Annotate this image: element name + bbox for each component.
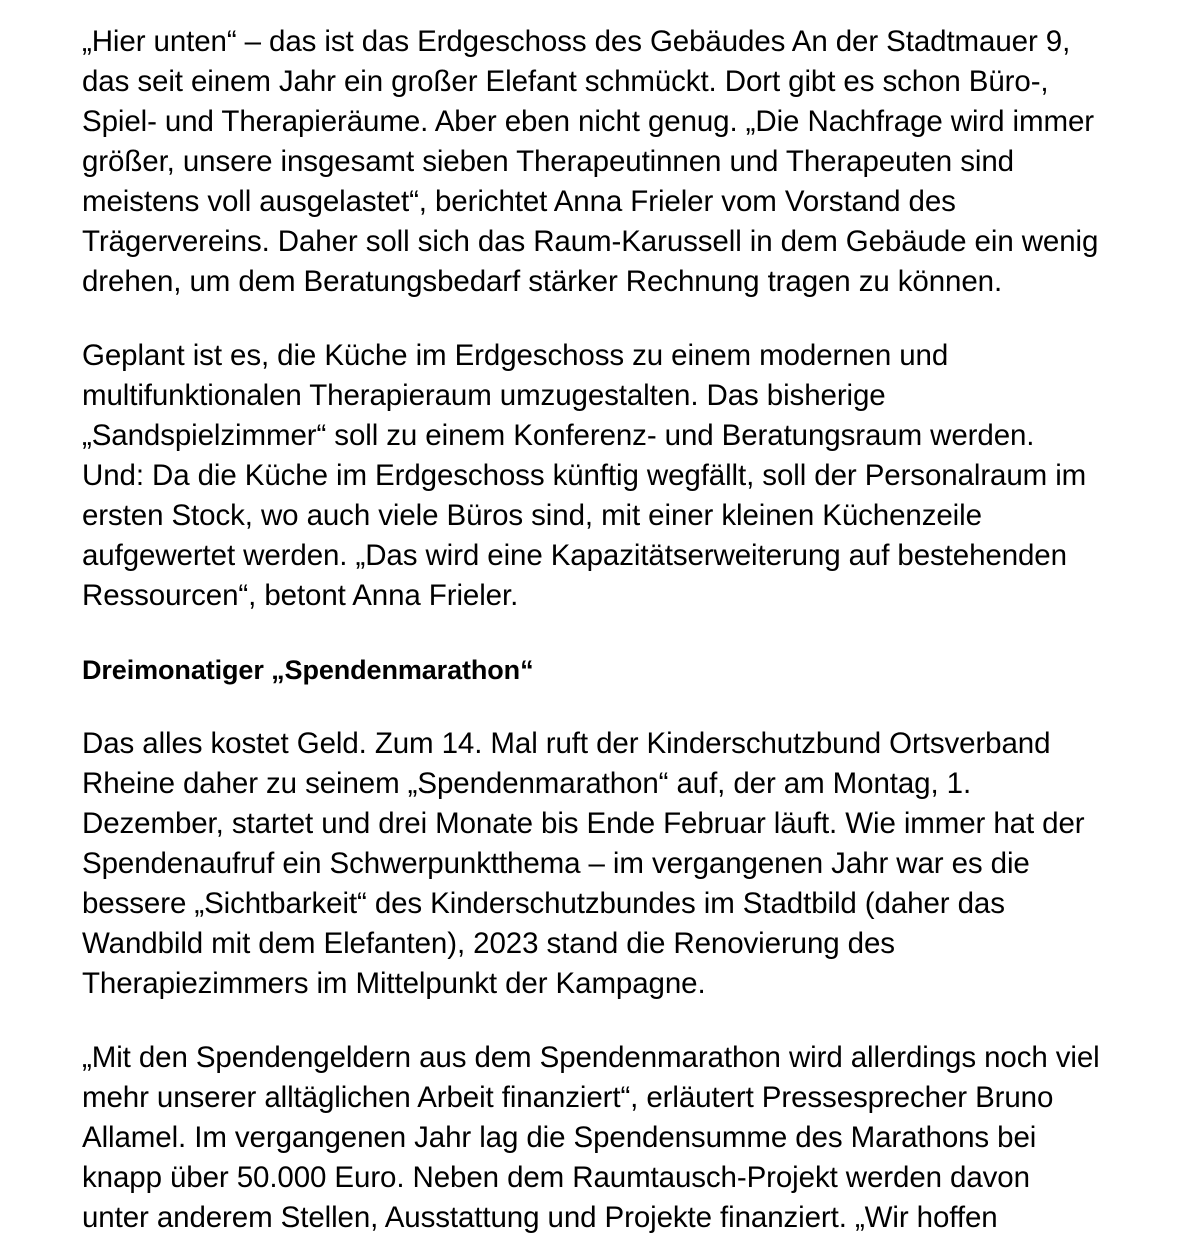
paragraph-1: „Hier unten“ – das ist das Erdgeschoss des Gebäudes An der Stadtmauer 9, das seit einem Jahr ein großer Elefant schmückt. Dort gibt es schon Büro-, Spiel- und Therapieräume. Aber eben nicht genug. „Die Nachfrage wird immer größer, unsere insgesamt sieben Therapeutinnen und Therapeuten sind meistens voll ausgelastet“, berichtet Anna Frieler vom Vorstand des Trägervereins. Daher soll sich das Raum-Karussell in dem Gebäude ein wenig drehen, um dem Beratungsbedarf stärker Rechnung tragen zu können. [82,25,1099,298]
article-body [82,22,1104,1238]
paragraph-4: „Mit den Spendengeldern aus dem Spendenmarathon wird allerdings noch viel mehr unserer alltäglichen Arbeit finanziert“, erläutert Pressesprecher Bruno Allamel. Im vergangenen Jahr lag die Spendensumme des Marathons bei knapp über 50.000 Euro. Neben dem Raumtausch-Projekt werden davon unter anderem Stellen, Ausstattung und Projekte finanziert. „Wir hoffen [82,1041,1100,1234]
subheading-spendenmarathon: Dreimonatiger „Spendenmarathon“ [82,655,534,685]
paragraph-3: Das alles kostet Geld. Zum 14. Mal ruft der Kinderschutzbund Ortsverband Rheine daher zu seinem „Spendenmarathon“ auf, der am Montag, 1. Dezember, startet und drei Monate bis Ende Februar läuft. Wie immer hat der Spendenaufruf ein Schwerpunktthema – im vergangenen Jahr war es die bessere „Sichtbarkeit“ des Kinderschutzbundes im Stadtbild (daher das Wandbild mit dem Elefanten), 2023 stand die Renovierung des Therapiezimmers im Mittelpunkt der Kampagne. [82,727,1085,1000]
paragraph-2: Geplant ist es, die Küche im Erdgeschoss zu einem modernen und multifunktionalen Therapieraum umzugestalten. Das bisherige „Sandspielzimmer“ soll zu einem Konferenz- und Beratungsraum werden. Und: Da die Küche im Erdgeschoss künftig wegfällt, soll der Personalraum im ersten Stock, wo auch viele Büros sind, mit einer kleinen Küchenzeile aufgewertet werden. „Das wird eine Kapazitätserweiterung auf bestehenden Ressourcen“, betont Anna Frieler. [82,339,1087,612]
